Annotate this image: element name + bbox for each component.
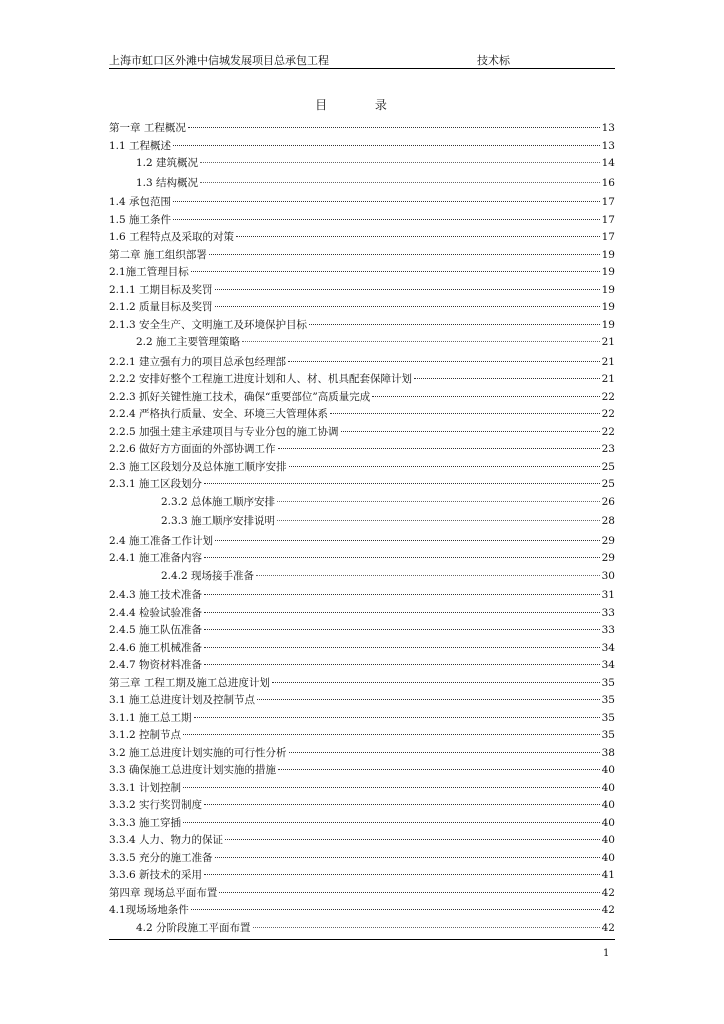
toc-dot-leader bbox=[188, 127, 600, 128]
toc-entry[interactable] bbox=[109, 194, 615, 212]
toc-dot-leader bbox=[215, 540, 600, 541]
toc-entry-label: 3.1.2 控制节点 bbox=[109, 729, 182, 741]
toc-entry-label: 4.2 分阶段施工平面布置 bbox=[136, 921, 251, 934]
toc-entry-page: 35 bbox=[601, 729, 615, 741]
toc-dot-leader bbox=[215, 857, 600, 858]
toc-entry-page: 19 bbox=[601, 301, 615, 313]
toc-entry[interactable] bbox=[109, 264, 615, 282]
toc-entry[interactable] bbox=[109, 692, 615, 710]
toc-entry-label: 2.1.2 质量目标及奖罚 bbox=[109, 301, 213, 313]
toc-entry-page: 35 bbox=[601, 711, 615, 724]
toc-dot-leader bbox=[173, 219, 600, 220]
toc-entry-page: 19 bbox=[601, 248, 615, 261]
toc-entry-page: 38 bbox=[601, 746, 615, 759]
toc-entry-page: 33 bbox=[601, 624, 615, 636]
toc-entry-page: 40 bbox=[601, 834, 615, 846]
toc-dot-leader bbox=[173, 201, 600, 202]
toc-entry[interactable] bbox=[109, 902, 615, 920]
toc-entry[interactable] bbox=[109, 282, 615, 300]
toc-entry[interactable] bbox=[109, 867, 615, 885]
toc-entry-page: 40 bbox=[601, 799, 615, 811]
toc-entry[interactable] bbox=[109, 622, 615, 640]
toc-dot-leader bbox=[183, 822, 600, 823]
toc-dot-leader bbox=[183, 787, 600, 788]
toc-entry-page: 13 bbox=[601, 139, 615, 152]
toc-dot-leader bbox=[191, 271, 600, 272]
toc-entry-label: 3.1.1 施工总工期 bbox=[109, 711, 192, 724]
toc-entry-page: 40 bbox=[601, 764, 615, 776]
toc-dot-leader bbox=[200, 162, 600, 163]
toc-entry[interactable] bbox=[109, 441, 615, 459]
toc-entry-label: 2.2.1 建立强有力的项目总承包经理部 bbox=[109, 355, 287, 368]
toc-entry[interactable] bbox=[109, 424, 615, 442]
toc-entry-page: 30 bbox=[601, 569, 615, 582]
toc-entry[interactable] bbox=[109, 675, 615, 693]
toc-dot-leader bbox=[289, 466, 600, 467]
header-project-title: 上海市虹口区外滩中信城发展项目总承包工程 bbox=[109, 54, 329, 67]
toc-entry-page: 22 bbox=[601, 408, 615, 420]
toc-entry-page: 13 bbox=[601, 122, 615, 134]
toc-entry-page: 40 bbox=[601, 851, 615, 864]
toc-entry-label: 第三章 工程工期及施工总进度计划 bbox=[109, 676, 270, 689]
toc-entry-label: 2.3.1 施工区段划分 bbox=[109, 478, 203, 490]
toc-entry-label: 2.2.4 严格执行质量、安全、环境三大管理体系 bbox=[109, 408, 329, 420]
toc-entry-page: 28 bbox=[601, 515, 615, 527]
toc-entry-label: 1.4 承包范围 bbox=[109, 196, 172, 208]
toc-entry[interactable] bbox=[109, 212, 615, 230]
toc-dot-leader bbox=[204, 874, 600, 875]
toc-entry-page: 17 bbox=[601, 231, 615, 243]
toc-entry-label: 2.1.3 安全生产、文明施工及环境保护目标 bbox=[109, 318, 308, 331]
toc-entry[interactable] bbox=[109, 138, 615, 156]
toc-entry[interactable] bbox=[109, 657, 615, 675]
toc-entry-page: 29 bbox=[601, 534, 615, 547]
toc-entry[interactable] bbox=[109, 780, 615, 798]
toc-entry-page: 41 bbox=[601, 869, 615, 881]
toc-entry-label: 1.5 施工条件 bbox=[109, 213, 172, 226]
toc-entry-page: 42 bbox=[601, 904, 615, 916]
toc-entry-page: 34 bbox=[601, 641, 615, 654]
toc-dot-leader bbox=[209, 254, 600, 255]
toc-dot-leader bbox=[204, 664, 600, 665]
toc-dot-leader bbox=[204, 612, 600, 613]
toc-entry-page: 42 bbox=[601, 886, 615, 899]
toc-entry-label: 第四章 现场总平面布置 bbox=[109, 886, 218, 899]
toc-entry-page: 14 bbox=[601, 157, 615, 169]
toc-entry-label: 3.3.6 新技术的采用 bbox=[109, 869, 203, 881]
toc-dot-leader bbox=[200, 182, 600, 183]
toc-entry[interactable] bbox=[109, 745, 615, 763]
toc-entry-page: 21 bbox=[601, 336, 615, 348]
page-header bbox=[109, 50, 615, 68]
toc-entry-label: 2.2.6 做好方方面面的外部协调工作 bbox=[109, 443, 276, 455]
toc-dot-leader bbox=[277, 520, 600, 521]
toc-entry-label: 2.4.7 物资材料准备 bbox=[109, 659, 203, 671]
toc-entry[interactable] bbox=[109, 494, 615, 514]
toc-entry-page: 19 bbox=[601, 283, 615, 296]
toc-entry-page: 23 bbox=[601, 443, 615, 455]
toc-entry[interactable] bbox=[109, 406, 615, 424]
toc-entry[interactable] bbox=[109, 710, 615, 728]
toc-entry-page: 16 bbox=[601, 176, 615, 189]
toc-entry-label: 2.4.5 施工队伍准备 bbox=[109, 624, 203, 636]
toc-entry-page: 34 bbox=[601, 659, 615, 671]
toc-entry-label: 4.1现场场地条件 bbox=[109, 904, 189, 916]
toc-entry-label: 2.2.3 抓好关键性施工技术，确保“重要部位”高质量完成 bbox=[109, 390, 371, 403]
toc-entry-page: 40 bbox=[601, 816, 615, 829]
toc-dot-leader bbox=[204, 483, 600, 484]
toc-entry-page: 21 bbox=[601, 373, 615, 385]
toc-entry-label: 3.3.1 计划控制 bbox=[109, 781, 182, 794]
toc-dot-leader bbox=[204, 804, 600, 805]
toc-entry-label: 3.3.5 充分的施工准备 bbox=[109, 851, 213, 864]
toc-entry-label: 2.2.2 安排好整个工程施工进度计划和人、材、机具配套保障计划 bbox=[109, 373, 413, 385]
toc-entry[interactable] bbox=[109, 885, 615, 903]
toc-dot-leader bbox=[257, 699, 600, 700]
toc-dot-leader bbox=[194, 717, 600, 718]
toc-entry-label: 3.2 施工总进度计划实施的可行性分析 bbox=[109, 746, 287, 759]
toc-dot-leader bbox=[414, 378, 600, 379]
toc-dot-leader bbox=[204, 594, 600, 595]
toc-dot-leader bbox=[191, 909, 600, 910]
page-number: 1 bbox=[603, 948, 610, 959]
toc-entry-page: 26 bbox=[601, 495, 615, 508]
header-doc-type: 技术标 bbox=[477, 54, 510, 67]
toc-entry-label: 1.2 建筑概况 bbox=[136, 157, 199, 169]
toc-entry[interactable] bbox=[109, 640, 615, 658]
toc-dot-leader bbox=[309, 324, 600, 325]
toc-dot-leader bbox=[277, 501, 600, 502]
toc-dot-leader bbox=[215, 306, 600, 307]
toc-dot-leader bbox=[173, 145, 600, 146]
toc-entry[interactable] bbox=[109, 299, 615, 317]
toc-entry[interactable] bbox=[109, 815, 615, 833]
toc-entry[interactable] bbox=[109, 797, 615, 815]
toc-entry[interactable] bbox=[109, 476, 615, 494]
toc-entry[interactable] bbox=[109, 533, 615, 551]
toc-entry-label: 2.3.2 总体施工顺序安排 bbox=[161, 495, 276, 508]
toc-dot-leader bbox=[272, 682, 600, 683]
toc-title: 目 录 bbox=[315, 98, 409, 112]
toc-entry[interactable] bbox=[109, 354, 615, 372]
toc-entry-page: 35 bbox=[601, 676, 615, 689]
toc-entry-page: 29 bbox=[601, 552, 615, 564]
toc-entry[interactable] bbox=[109, 120, 615, 138]
toc-entry[interactable] bbox=[109, 832, 615, 850]
toc-entry[interactable] bbox=[109, 229, 615, 247]
toc-entry-label: 2.4.3 施工技术准备 bbox=[109, 589, 203, 601]
toc-dot-leader bbox=[204, 647, 600, 648]
toc-entry-label: 3.3 确保施工总进度计划实施的措施 bbox=[109, 764, 277, 776]
toc-dot-leader bbox=[225, 839, 600, 840]
toc-entry[interactable] bbox=[109, 587, 615, 605]
toc-entry-label: 1.3 结构概况 bbox=[136, 176, 199, 189]
toc-entry-label: 2.4.4 检验试验准备 bbox=[109, 606, 203, 619]
toc-entry-label: 第二章 施工组织部署 bbox=[109, 248, 207, 261]
toc-entry[interactable] bbox=[109, 920, 615, 940]
toc-entry-label: 1.6 工程特点及采取的对策 bbox=[109, 231, 235, 243]
toc-dot-leader bbox=[242, 341, 600, 342]
toc-entry-page: 22 bbox=[601, 390, 615, 403]
toc-dot-leader bbox=[204, 629, 600, 630]
toc-entry-label: 3.1 施工总进度计划及控制节点 bbox=[109, 694, 256, 706]
toc-entry-label: 2.3 施工区段划分及总体施工顺序安排 bbox=[109, 460, 287, 473]
toc-dot-leader bbox=[341, 431, 600, 432]
toc-entry-page: 25 bbox=[601, 460, 615, 473]
toc-entry-page: 35 bbox=[601, 694, 615, 706]
toc-dot-leader bbox=[183, 734, 600, 735]
toc-dot-leader bbox=[330, 413, 600, 414]
toc-dot-leader bbox=[253, 927, 600, 928]
toc-entry-page: 31 bbox=[601, 589, 615, 601]
toc-entry-page: 17 bbox=[601, 213, 615, 226]
toc-entry[interactable] bbox=[109, 727, 615, 745]
toc-dot-leader bbox=[288, 361, 600, 362]
toc-dot-leader bbox=[278, 769, 600, 770]
toc-entry-label: 2.4.6 施工机械准备 bbox=[109, 641, 203, 654]
toc-entry-page: 19 bbox=[601, 266, 615, 278]
toc-entry[interactable] bbox=[109, 459, 615, 477]
toc-entry[interactable] bbox=[109, 371, 615, 389]
toc-dot-leader bbox=[236, 236, 600, 237]
toc-dot-leader bbox=[289, 752, 600, 753]
toc-entry-page: 33 bbox=[601, 606, 615, 619]
table-of-contents bbox=[109, 120, 615, 939]
toc-entry-page: 25 bbox=[601, 478, 615, 490]
toc-entry[interactable] bbox=[109, 550, 615, 568]
toc-entry-label: 1.1 工程概述 bbox=[109, 139, 172, 152]
toc-entry-label: 3.3.2 实行奖罚制度 bbox=[109, 799, 203, 811]
header-rule bbox=[109, 68, 615, 69]
toc-entry[interactable] bbox=[109, 334, 615, 354]
toc-dot-leader bbox=[204, 557, 600, 558]
toc-entry[interactable] bbox=[109, 568, 615, 588]
toc-dot-leader bbox=[372, 396, 599, 397]
toc-dot-leader bbox=[278, 448, 600, 449]
toc-entry-label: 2.4.2 现场接手准备 bbox=[161, 569, 255, 582]
toc-entry-label: 2.2 施工主要管理策略 bbox=[136, 336, 241, 348]
toc-dot-leader bbox=[219, 892, 599, 893]
toc-entry-page: 42 bbox=[601, 921, 615, 934]
toc-entry-label: 2.4.1 施工准备内容 bbox=[109, 552, 203, 564]
toc-entry[interactable] bbox=[109, 155, 615, 175]
toc-entry-page: 19 bbox=[601, 318, 615, 331]
toc-entry-page: 22 bbox=[601, 425, 615, 438]
toc-entry[interactable] bbox=[109, 389, 615, 407]
toc-entry-label: 3.3.3 施工穿插 bbox=[109, 816, 182, 829]
toc-entry[interactable] bbox=[109, 317, 615, 335]
toc-entry-label: 2.3.3 施工顺序安排说明 bbox=[161, 515, 276, 527]
toc-entry-label: 3.3.4 人力、物力的保证 bbox=[109, 834, 224, 846]
footer-rule bbox=[109, 939, 615, 940]
toc-entry-page: 17 bbox=[601, 196, 615, 208]
toc-entry[interactable] bbox=[109, 247, 615, 265]
toc-entry-label: 第一章 工程概况 bbox=[109, 122, 186, 134]
toc-entry[interactable] bbox=[109, 175, 615, 195]
toc-entry[interactable] bbox=[109, 762, 615, 780]
toc-entry-label: 2.2.5 加强土建主承建项目与专业分包的施工协调 bbox=[109, 425, 339, 438]
toc-entry[interactable] bbox=[109, 605, 615, 623]
toc-entry[interactable] bbox=[109, 850, 615, 868]
toc-dot-leader bbox=[215, 289, 600, 290]
toc-entry[interactable] bbox=[109, 513, 615, 533]
toc-dot-leader bbox=[256, 575, 600, 576]
toc-entry-page: 21 bbox=[601, 355, 615, 368]
toc-entry-label: 2.4 施工准备工作计划 bbox=[109, 534, 214, 547]
toc-entry-label: 2.1.1 工期目标及奖罚 bbox=[109, 283, 213, 296]
toc-entry-label: 2.1施工管理目标 bbox=[109, 266, 189, 278]
toc-entry-page: 40 bbox=[601, 781, 615, 794]
